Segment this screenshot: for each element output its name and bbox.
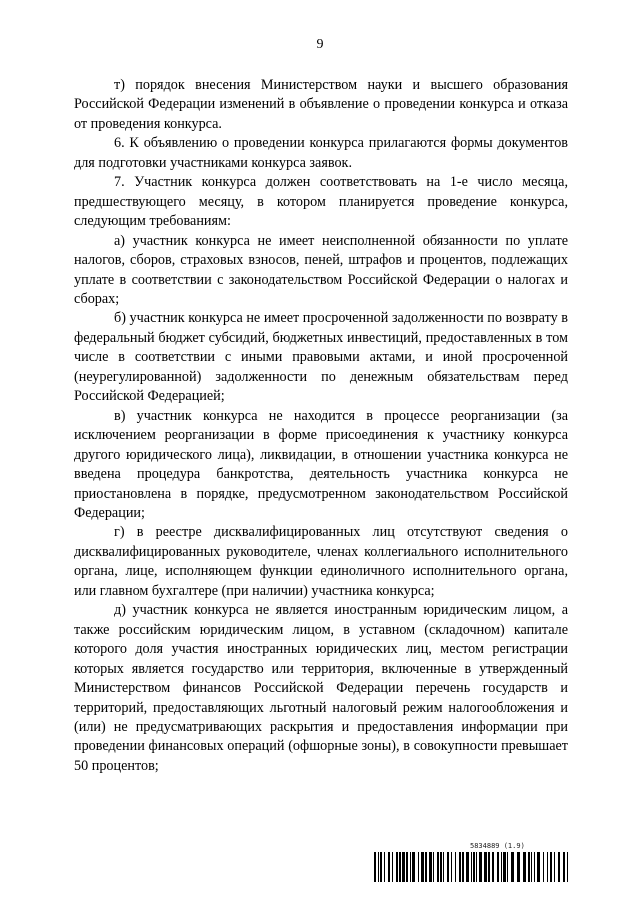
paragraph-item-a: а) участник конкурса не имеет неисполненной обязанности по уплате налогов, сборов, страховых взносов, пеней, штрафов и процентов, подлежащих уплате в соответствии с законодательством Российской Федерации о налогах и сборах; [74,232,568,307]
paragraph-item-d: д) участник конкурса не является иностранным юридическим лицом, а также российским юридическим лицом, в уставном (складочном) капитале которого доля участия иностранных юридических лиц, местом регистрации которых является государство или территория, включенные в утвержденный Министерством финансов Российской Федерации перечень государств и территорий, предоставляющих льготный налоговый режим налогообложения и (или) не предусматривающих раскрытия и предоставления информации при проведении финансовых операций (офшорные зоны), в совокупности превышает 50 процентов; [74,602,568,774]
barcode-icon [374,852,570,882]
paragraph-item-g: г) в реестре дисквалифицированных лиц отсутствуют сведения о дисквалифицированных руководителе, членах коллегиального исполнительного органа, лице, исполняющем функции единоличного исполнительного органа, или главном бухгалтере (при наличии) участника конкурса; [74,524,568,599]
barcode-caption: 5834889 (1.9) [470,842,525,850]
page-number: 9 [316,37,324,52]
paragraph-item-b: б) участник конкурса не имеет просроченной задолженности по возврату в федеральный бюджет субсидий, бюджетных инвестиций, предоставленных в том числе в соответствии с иными правовыми актами, и иной просроченной (неурегулированной) задолженности по денежным обязательствам перед Российской Федерацией; [74,310,568,405]
paragraph-item-v: в) участник конкурса не находится в процессе реорганизации (за исключением реорганизации в форме присоединения к участнику конкурса другого юридического лица), ликвидации, в отношении участника конкурса не введена процедура банкротства, деятельность участника конкурса не приостановлена в порядке, предусмотренном законодательством Российской Федерации; [74,407,568,521]
document-barcode [374,842,570,884]
paragraph-item-t: т) порядок внесения Министерством науки и высшего образования Российской Федерации изменений в объявление о проведении конкурса и отказа от проведения конкурса. [74,77,568,132]
document-body [74,76,568,776]
paragraph-clause-6: 6. К объявлению о проведении конкурса прилагаются формы документов для подготовки участниками конкурса заявок. [74,135,568,171]
paragraph-clause-7: 7. Участник конкурса должен соответствовать на 1-е число месяца, предшествующего месяцу, в котором планируется проведение конкурса, следующим требованиям: [74,174,568,230]
